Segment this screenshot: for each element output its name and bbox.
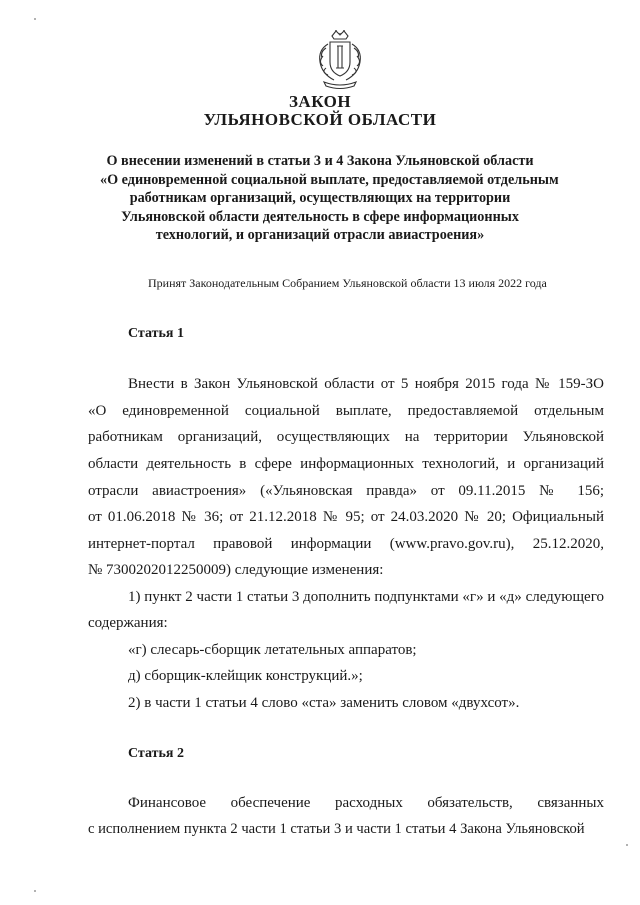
paragraph-line: отрасли авиастроения» («Ульяновская правда» от 09.11.2015 № 156;	[88, 483, 604, 499]
paragraph-line: Финансовое обеспечение расходных обязательств, связанных	[128, 795, 604, 811]
region-title: УЛЬЯНОВСКОЙ ОБЛАСТИ	[203, 110, 437, 129]
scan-speck	[34, 18, 36, 20]
subtitle-line: О внесении изменений в статьи 3 и 4 Закона Ульяновской области	[106, 153, 534, 169]
subtitle-line: технологий, и организаций отрасли авиастроения»	[155, 227, 485, 243]
paragraph-line: области деятельность в сфере информационных технологий, и организаций	[88, 456, 604, 472]
paragraph-line: «О единовременной социальной выплате, предоставляемой отдельным	[88, 403, 604, 419]
article-2-heading: Статья 2	[128, 746, 184, 761]
paragraph-line: Внести в Закон Ульяновской области от 5 ноября 2015 года № 159-ЗО	[128, 376, 604, 392]
paragraph-line: д) сборщик-клейщик конструкций.»;	[128, 668, 363, 684]
coat-of-arms-icon	[310, 28, 370, 92]
paragraph-line: 2) в части 1 статьи 4 слово «ста» заменить словом «двухсот».	[128, 695, 520, 711]
paragraph-line: работникам организаций, осуществляющих на территории Ульяновской	[88, 429, 604, 445]
paragraph-line: «г) слесарь-сборщик летательных аппаратов;	[128, 642, 417, 658]
subtitle-line: «О единовременной социальной выплате, предоставляемой отдельным	[100, 171, 559, 188]
subtitle-line: работникам организаций, осуществляющих на территории	[129, 190, 511, 206]
paragraph-line: с исполнением пункта 2 части 1 статьи 3 и части 1 статьи 4 Закона Ульяновской	[88, 821, 585, 837]
scan-speck	[34, 890, 36, 892]
law-title: ЗАКОН	[288, 92, 352, 111]
scan-speck	[626, 844, 628, 846]
paragraph-line: № 7300202012250009) следующие изменения:	[88, 562, 384, 578]
paragraph-line: от 01.06.2018 № 36; от 21.12.2018 № 95; от 24.03.2020 № 20; Официальный	[88, 509, 604, 525]
paragraph-line: содержания:	[88, 615, 168, 631]
paragraph-line: интернет-портал правовой информации (www.pravo.gov.ru), 25.12.2020,	[88, 536, 604, 552]
adoption-note: Принят Законодательным Собранием Ульяновской области 13 июля 2022 года	[148, 276, 547, 290]
subtitle-line: Ульяновской области деятельность в сфере информационных	[121, 208, 519, 225]
paragraph-line: 1) пункт 2 части 1 статьи 3 дополнить подпунктами «г» и «д» следующего	[128, 589, 604, 605]
law-subtitle	[100, 152, 559, 245]
article-1-heading: Статья 1	[128, 326, 184, 341]
